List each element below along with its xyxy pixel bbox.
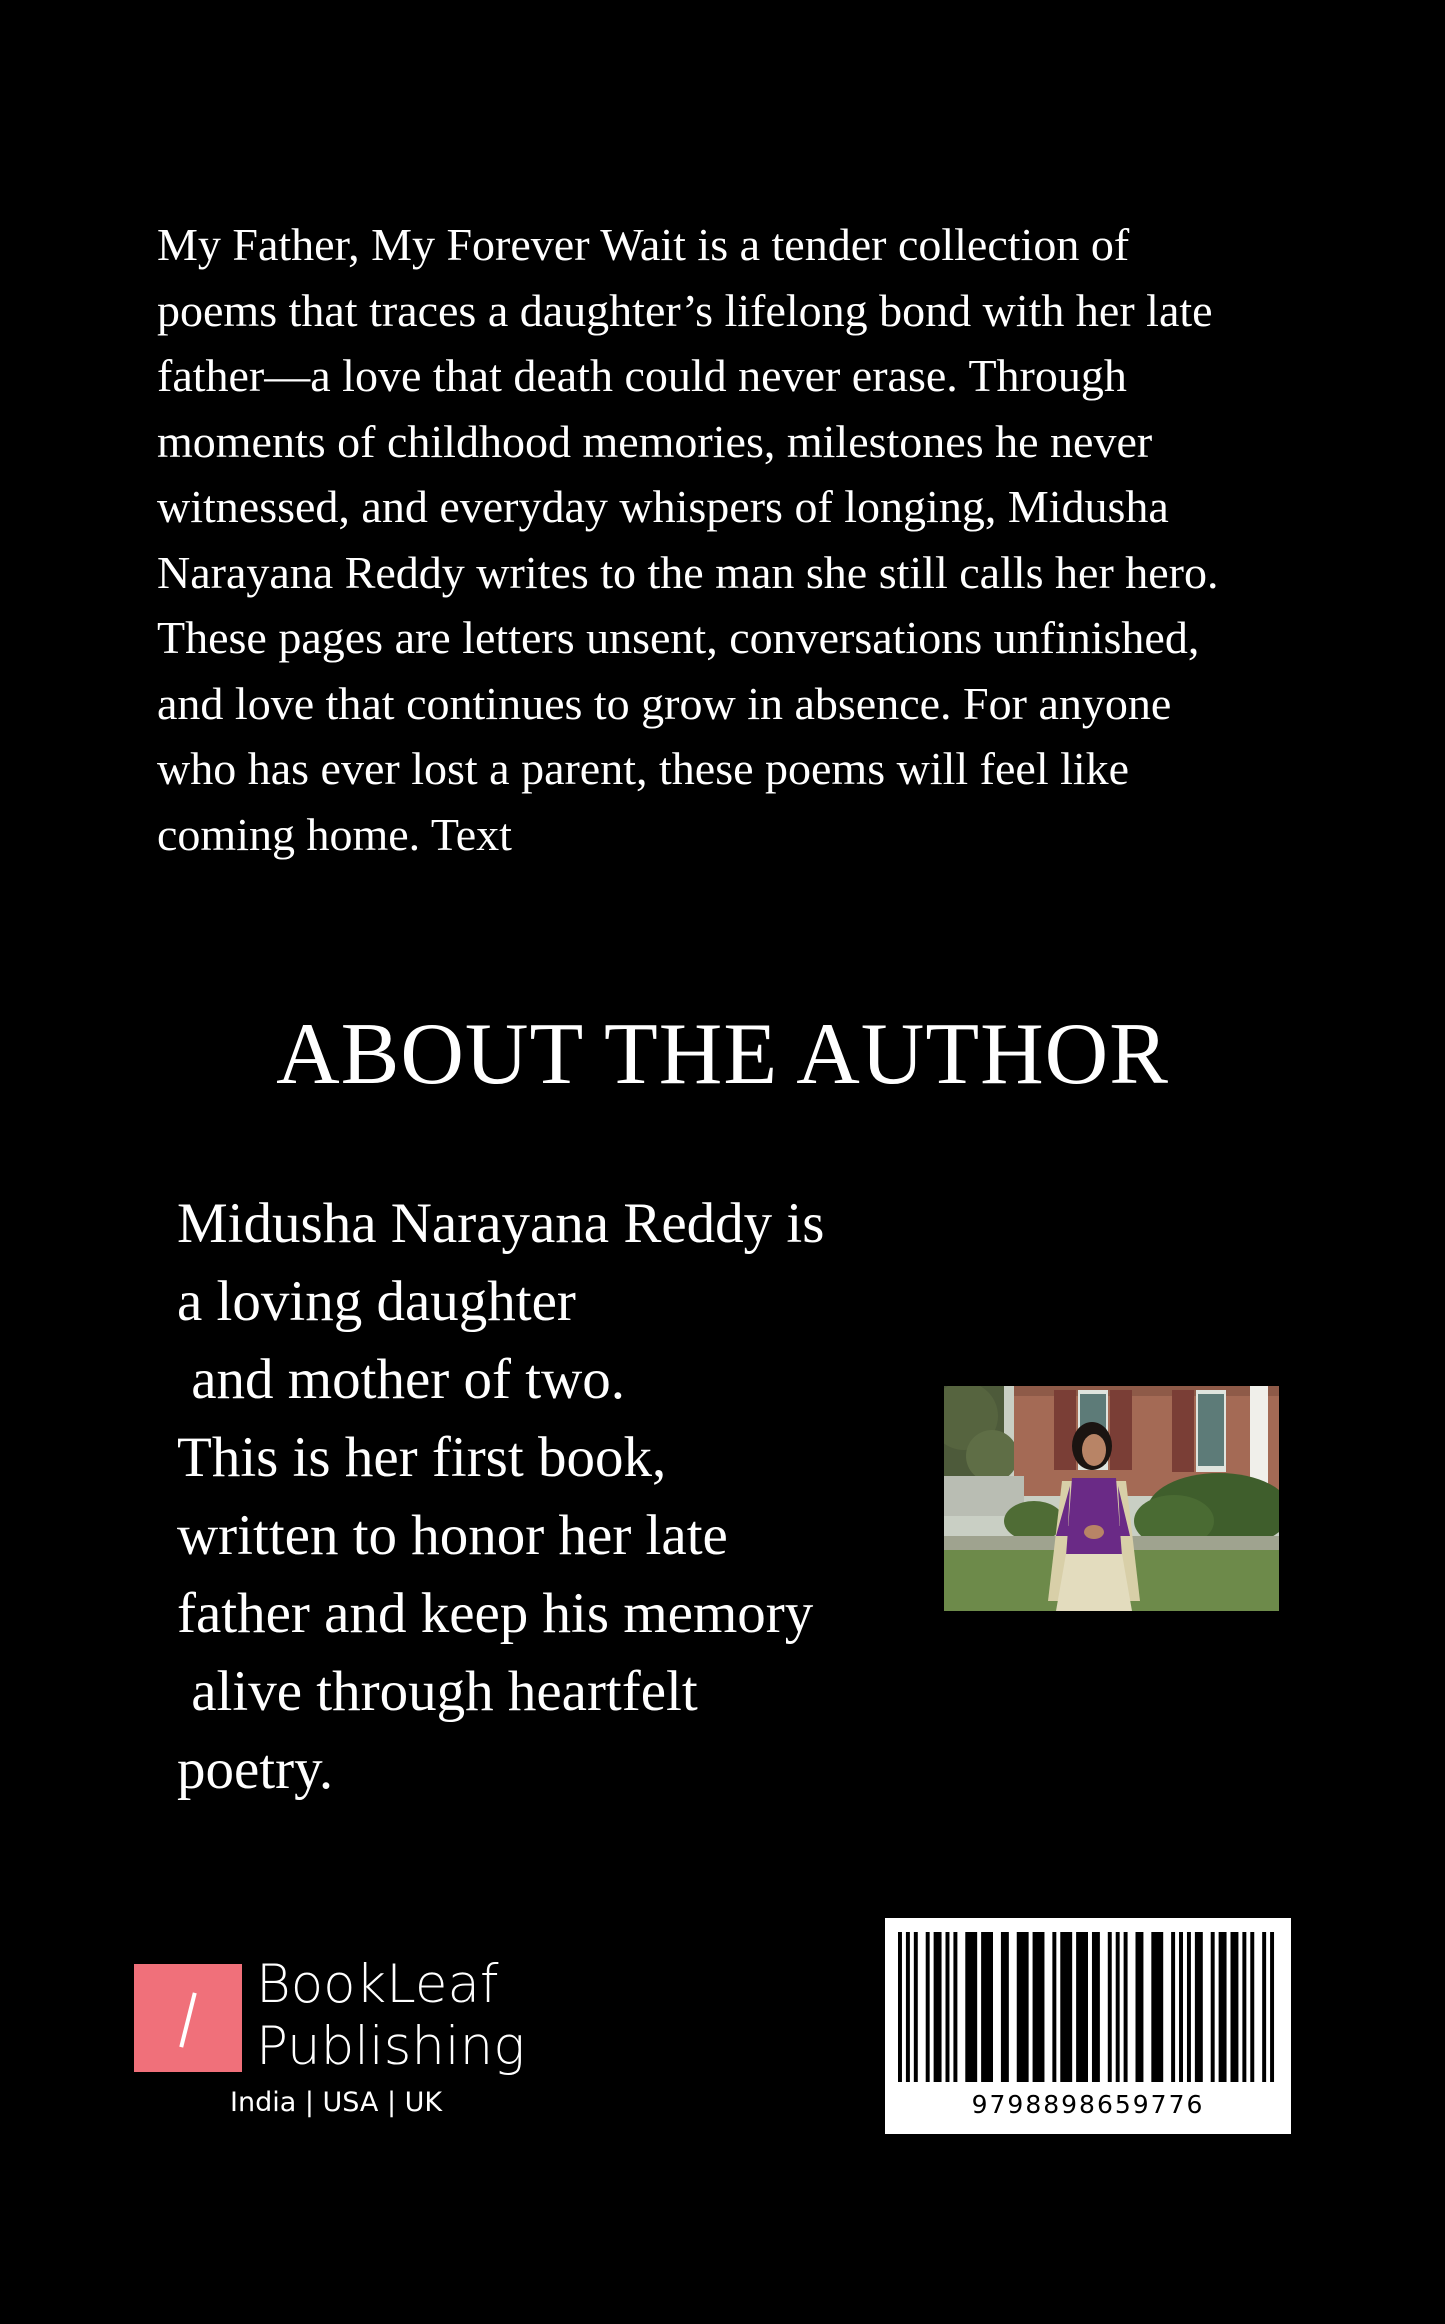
barcode-bar [1151, 1932, 1163, 2082]
publisher-logo [134, 1954, 574, 2132]
barcode-bar [1052, 1932, 1056, 2082]
barcode-bar [1219, 1932, 1227, 2082]
barcode-bar [981, 1932, 993, 2082]
barcode-bar [1211, 1932, 1215, 2082]
blurb-line-1: My Father, My Forever Wait is a tender collection of [157, 219, 1130, 270]
barcode-bar [1242, 1932, 1246, 2082]
bio-line-1: Midusha Narayana Reddy is [177, 1192, 825, 1255]
publisher-name-line2: Publishing [256, 2016, 526, 2077]
barcode-bar [1270, 1932, 1274, 2082]
publisher-name [256, 1954, 525, 2078]
author-bio [177, 1185, 937, 1809]
barcode-bar [1060, 1932, 1072, 2082]
blurb-line-10: coming home. Text [157, 808, 512, 860]
barcode-bar [1262, 1932, 1266, 2082]
barcode-bar [1116, 1932, 1120, 2082]
back-cover-blurb [157, 212, 1317, 867]
blurb-line-8: and love that continues to grow in absence. For anyone [157, 677, 1172, 729]
barcode-bar [946, 1932, 950, 2082]
isbn-number: 9798898659776 [971, 2090, 1205, 2119]
barcode-bar [1231, 1932, 1239, 2082]
blurb-line-4: moments of childhood memories, milestones he never [157, 415, 1153, 467]
publisher-logo-mark [134, 1964, 242, 2072]
publisher-name-line1: BookLeaf [256, 1954, 499, 2015]
barcode-bar [1250, 1932, 1254, 2082]
slash-icon [179, 1992, 196, 2047]
barcode-bar [934, 1932, 942, 2082]
barcode-bar [926, 1932, 930, 2082]
about-the-author-heading: ABOUT THE AUTHOR [276, 1006, 1169, 1103]
bio-line-6: father and keep his memory [177, 1582, 814, 1645]
blurb-line-5: witnessed, and everyday whispers of longing, Midusha [157, 481, 1169, 532]
blurb-line-2: poems that traces a daughter’s lifelong bond with her late [157, 284, 1213, 336]
author-photo [944, 1386, 1279, 1611]
bio-line-5: written to honor her late [177, 1504, 728, 1567]
barcode-bar [1108, 1932, 1112, 2082]
isbn-barcode [885, 1918, 1291, 2134]
barcode-bar [965, 1932, 977, 2082]
bio-line-7: alive through heartfelt [177, 1660, 698, 1723]
blurb-line-7: These pages are letters unsent, conversations unfinished, [157, 612, 1200, 663]
bio-line-2: a loving daughter [177, 1270, 576, 1333]
bio-line-4: This is her first book, [177, 1426, 667, 1489]
barcode-bar [1033, 1932, 1045, 2082]
barcode-bar [1195, 1932, 1203, 2082]
publisher-regions: India | USA | UK [230, 2087, 443, 2118]
barcode-bar [906, 1932, 910, 2082]
blurb-line-3: father—a love that death could never erase. Through [157, 350, 1127, 401]
barcode-bar [953, 1932, 957, 2082]
bio-line-8: poetry. [177, 1738, 334, 1801]
barcode-bar [1092, 1932, 1100, 2082]
barcode-bar [1187, 1932, 1191, 2082]
barcode-bar [1124, 1932, 1128, 2082]
barcode-bars [898, 1932, 1278, 2082]
bio-line-3: and mother of two. [177, 1348, 625, 1411]
barcode-bar [898, 1932, 902, 2082]
barcode-bar [1076, 1932, 1088, 2082]
barcode-bar [1017, 1932, 1029, 2082]
blurb-line-9: who has ever lost a parent, these poems will feel like [157, 743, 1130, 794]
barcode-bar [1179, 1932, 1183, 2082]
blurb-line-6: Narayana Reddy writes to the man she still calls her hero. [157, 546, 1219, 598]
barcode-bar [1136, 1932, 1144, 2082]
barcode-bar [914, 1932, 918, 2082]
barcode-bar [1171, 1932, 1175, 2082]
barcode-bar [1001, 1932, 1009, 2082]
